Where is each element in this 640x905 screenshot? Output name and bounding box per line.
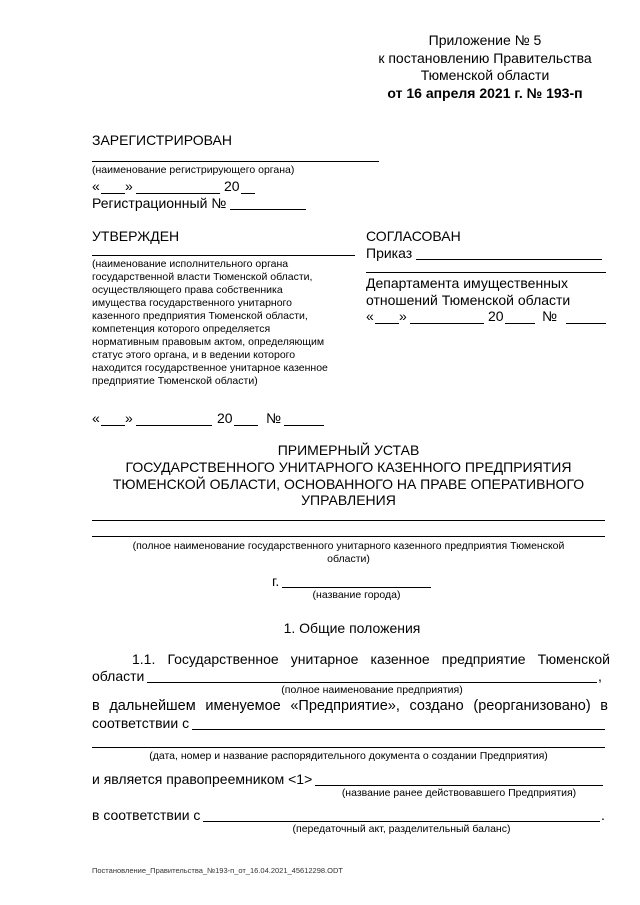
comma: ,: [598, 668, 602, 684]
registration-number-field[interactable]: [230, 209, 306, 210]
appendix-resolution: к постановлению Правительства: [378, 50, 592, 66]
creation-document-caption: (дата, номер и название распорядительного документа о создании Предприятия): [149, 750, 548, 762]
agreed-day-field[interactable]: [375, 323, 399, 324]
caption-line: имущества государственного унитарного: [92, 297, 292, 309]
registered-month-field[interactable]: [136, 193, 220, 194]
approved-year-field[interactable]: [234, 425, 258, 426]
hereinafter-line: в дальнейшем именуемое «Предприятие», создано (реорганизовано) в: [92, 698, 608, 714]
charter-subtitle-3: УПРАВЛЕНИЯ: [301, 492, 396, 508]
agreed-number-field[interactable]: [566, 323, 606, 324]
caption-line: казенного предприятия Тюменской области,: [92, 310, 308, 322]
number-sign: №: [542, 308, 558, 324]
approved-number-field[interactable]: [284, 425, 324, 426]
order-field[interactable]: [416, 259, 602, 260]
registered-date-row: [92, 178, 392, 196]
approved-title: УТВЕРЖДЕН: [92, 228, 180, 244]
appendix-number: Приложение № 5: [428, 32, 542, 48]
approved-day-field[interactable]: [101, 425, 125, 426]
year-prefix: 20: [217, 410, 233, 426]
enterprise-name-caption-1: (полное наименование государственного унитарного казенного предприятия Тюменской: [132, 540, 565, 552]
creation-document-field-2[interactable]: [92, 747, 605, 748]
appendix-date: от 16 апреля 2021 г. № 193-п: [387, 85, 583, 101]
creation-document-field-1[interactable]: [192, 729, 605, 730]
enterprise-name-field-2[interactable]: [92, 536, 605, 537]
quote-close: »: [399, 308, 407, 324]
caption-line: нормативным правовым актом, определяющим: [92, 336, 325, 348]
approved-date-row: [92, 410, 372, 428]
registering-body-caption: (наименование регистрирующего органа): [92, 164, 295, 176]
agreed-year-field[interactable]: [505, 323, 535, 324]
quote-open: «: [366, 308, 374, 324]
transfer-document-field[interactable]: [203, 821, 600, 822]
section-title: 1. Общие положения: [283, 620, 421, 636]
registered-day-field[interactable]: [101, 193, 125, 194]
agreed-title: СОГЛАСОВАН: [366, 228, 461, 244]
order-field-2[interactable]: [366, 272, 606, 273]
period: .: [601, 807, 605, 823]
quote-open: «: [92, 410, 100, 426]
paragraph-1-1-start: 1.1. Государственное унитарное казенное предприятие Тюменской: [132, 651, 610, 667]
successor-label: и является правопреемником <1>: [92, 771, 313, 787]
footer-filename: Постановление_Правительства_№193-п_от_16.04.2021_45612298.ODT: [92, 866, 343, 875]
city-prefix: г.: [272, 573, 280, 589]
caption-line: находится государственное унитарное казенное: [92, 362, 328, 374]
in-accordance-label-2: в соответствии с: [92, 807, 201, 823]
predecessor-caption: (название ранее действовавшего Предприятия): [341, 787, 577, 799]
caption-line: государственной власти Тюменской области,: [92, 271, 313, 283]
approving-body-field[interactable]: [92, 255, 355, 256]
quote-open: «: [92, 178, 100, 194]
appendix-region: Тюменской области: [420, 67, 550, 83]
department-line2: отношений Тюменской области: [366, 292, 571, 308]
in-accordance-label: соответствии с: [92, 715, 190, 731]
transfer-document-caption: (передаточный акт, разделительный баланс): [292, 823, 511, 835]
registered-title: ЗАРЕГИСТРИРОВАН: [92, 132, 232, 148]
predecessor-field[interactable]: [315, 785, 603, 786]
enterprise-full-name-caption: (полное наименование предприятия): [281, 684, 463, 696]
registering-body-field[interactable]: [92, 161, 379, 162]
city-caption: (название города): [312, 589, 401, 601]
quote-close: »: [125, 178, 133, 194]
quote-close: »: [125, 410, 133, 426]
year-prefix: 20: [224, 178, 240, 194]
approving-body-caption: [92, 258, 362, 388]
agreed-date-row: [366, 308, 611, 326]
charter-title: ПРИМЕРНЫЙ УСТАВ: [277, 442, 420, 458]
agreed-month-field[interactable]: [410, 323, 484, 324]
enterprise-name-caption-2: области): [327, 553, 370, 565]
enterprise-full-name-field[interactable]: [147, 682, 597, 683]
enterprise-name-field-1[interactable]: [92, 520, 605, 521]
charter-subtitle-1: ГОСУДАРСТВЕННОГО УНИТАРНОГО КАЗЕННОГО ПРЕДПРИЯТИЯ: [125, 459, 572, 475]
caption-line: предприятие Тюменской области): [92, 375, 258, 387]
approved-month-field[interactable]: [136, 425, 212, 426]
year-prefix: 20: [488, 308, 504, 324]
oblast-word: области: [92, 668, 145, 684]
caption-line: (наименование исполнительного органа: [92, 258, 289, 270]
number-sign: №: [266, 410, 282, 426]
registered-year-field[interactable]: [241, 193, 255, 194]
order-label: Приказ: [366, 245, 413, 261]
caption-line: компетенция которого определяется: [92, 323, 271, 335]
caption-line: статус этого органа, и в ведении которого: [92, 349, 296, 361]
registration-number-label: Регистрационный №: [92, 195, 227, 211]
charter-subtitle-2: ТЮМЕНСКОЙ ОБЛАСТИ, ОСНОВАННОГО НА ПРАВЕ ОПЕРАТИВНОГО: [112, 476, 585, 492]
city-field[interactable]: [282, 587, 431, 588]
department-line1: Департамента имущественных: [366, 275, 568, 291]
caption-line: осуществляющего права собственника: [92, 284, 283, 296]
